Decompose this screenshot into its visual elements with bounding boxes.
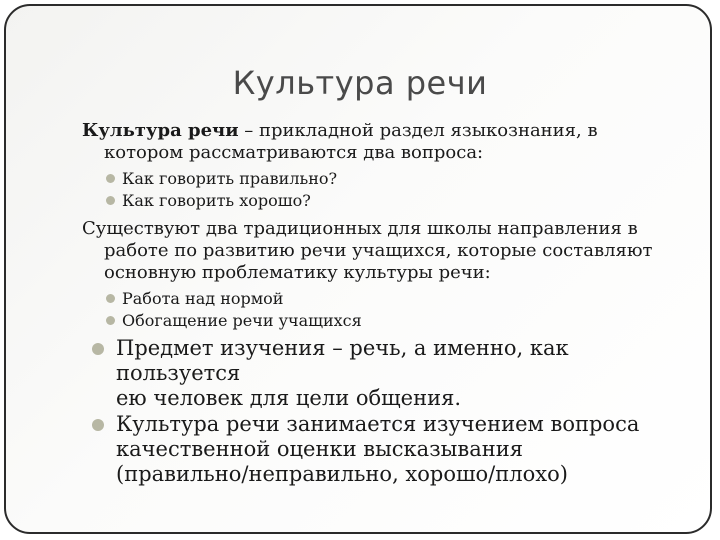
slide [4, 4, 712, 534]
list-item: Как говорить хорошо? [106, 190, 682, 212]
directions-line1: Существуют два традиционных для школы направления в [82, 218, 638, 239]
definition-term: Культура речи [82, 120, 239, 141]
bullet-icon [92, 343, 104, 355]
list-item: Обогащение речи учащихся [106, 310, 682, 332]
directions-list [82, 288, 682, 332]
bullet-icon [106, 294, 115, 303]
list-item: Работа над нормой [106, 288, 682, 310]
bullet-icon [106, 174, 115, 183]
slide-title: Культура речи [232, 64, 488, 102]
bullet-icon [106, 196, 115, 205]
main-points-list [88, 336, 688, 488]
list-item: Как говорить правильно? [106, 168, 682, 190]
list-item: Предмет изучения – речь, а именно, как пользуется ею человек для цели общения. [88, 336, 688, 411]
directions-paragraph [82, 218, 682, 284]
directions-line3: основную проблематику культуры речи: [104, 262, 491, 283]
bullet-icon [92, 419, 104, 431]
definition-paragraph [82, 120, 682, 164]
definition-text: – прикладной раздел языкознания, в [238, 120, 598, 141]
list-item: Культура речи занимается изучением вопроса качественной оценки высказывания (правильно/неправильно, хорошо/плохо) [88, 412, 688, 487]
directions-line2: работе по развитию речи учащихся, которые составляют [104, 240, 653, 261]
bullet-icon [106, 316, 115, 325]
definition-text-line2: котором рассматриваются два вопроса: [104, 142, 484, 163]
slide-content [82, 120, 682, 338]
questions-list [82, 168, 682, 212]
